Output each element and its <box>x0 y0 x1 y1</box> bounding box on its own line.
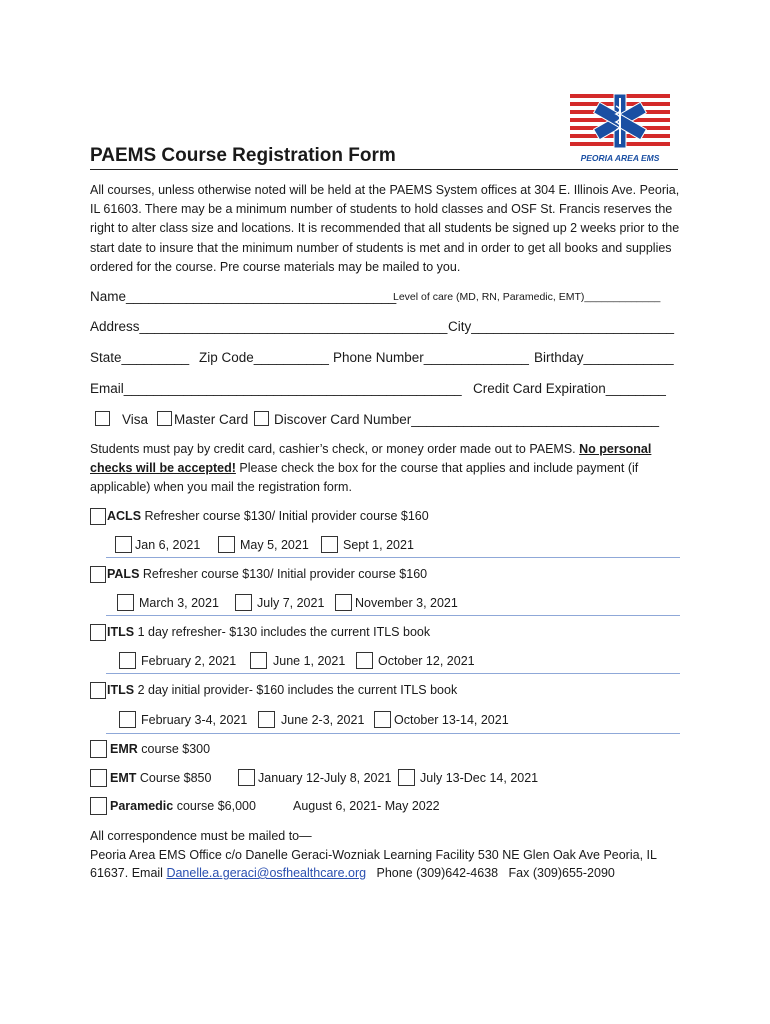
email-link[interactable]: Danelle.a.geraci@osfhealthcare.org <box>166 866 367 880</box>
acls-course: ACLS Refresher course $130/ Initial provider course $160 <box>107 509 429 523</box>
itls2-date-1-checkbox[interactable] <box>119 711 136 728</box>
itls2-date-3: October 13-14, 2021 <box>394 713 509 727</box>
acls-date-3: Sept 1, 2021 <box>343 538 414 552</box>
itls1-date-2-checkbox[interactable] <box>250 652 267 669</box>
itls2-date-2-checkbox[interactable] <box>258 711 275 728</box>
logo-text: PEORIA AREA EMS <box>580 153 660 163</box>
itls2-date-1: February 3-4, 2021 <box>141 713 248 727</box>
itls-initial-course: ITLS 2 day initial provider- $160 includes the current ITLS book <box>107 683 458 697</box>
pals-date-1: March 3, 2021 <box>139 596 219 610</box>
acls-date-2-checkbox[interactable] <box>218 536 235 553</box>
acls-checkbox[interactable] <box>90 508 106 525</box>
emt-course: EMT Course $850 <box>110 771 212 785</box>
itls2-date-2: June 2-3, 2021 <box>281 713 365 727</box>
footer-line-3: 61637. Email Danelle.a.geraci@osfhealthcare.org Phone (309)642-4638 Fax (309)655-2090 <box>90 866 615 880</box>
acls-date-1: Jan 6, 2021 <box>135 538 201 552</box>
itls1-date-1: February 2, 2021 <box>141 654 237 668</box>
itls-initial-checkbox[interactable] <box>90 682 106 699</box>
name-field[interactable]: Name____________________________________ <box>90 289 397 304</box>
pals-date-2: July 7, 2021 <box>257 596 325 610</box>
visa-label: Visa <box>122 412 149 427</box>
pals-date-3-checkbox[interactable] <box>335 594 352 611</box>
divider <box>106 557 680 558</box>
state-field[interactable]: State_________ <box>90 350 190 365</box>
paramedic-checkbox[interactable] <box>90 797 107 815</box>
city-field[interactable]: City___________________________ <box>448 319 674 334</box>
emr-course: EMR course $300 <box>110 742 211 756</box>
emt-date-2: July 13-Dec 14, 2021 <box>420 771 539 785</box>
discover-field[interactable]: Discover Card Number_________________________________ <box>274 412 660 427</box>
emt-date-1: January 12-July 8, 2021 <box>258 771 392 785</box>
email-field[interactable]: Email_____________________________________________ <box>90 381 462 396</box>
paramedic-course: Paramedic course $6,000 <box>110 799 256 813</box>
emt-checkbox[interactable] <box>90 769 107 787</box>
footer-line-1: All correspondence must be mailed to— <box>90 829 312 843</box>
intro-paragraph: All courses, unless otherwise noted will be held at the PAEMS System offices at 304 E. Illinois Ave. Peoria, IL 61603. There may be a minimum number of students to hold classes and OSF St. Francis reserves the right to alter class size and locations. It is recommended that all students be signed up 2 weeks prior to the start date to insure that the minimum number of students is met and in order to get all books and supplies ordered for the course. Pre course materials may be mailed to you. <box>90 183 680 274</box>
payment-text-line3: applicable) when you mail the registration form. <box>90 480 352 494</box>
pals-date-2-checkbox[interactable] <box>235 594 252 611</box>
footer-line-2: Peoria Area EMS Office c/o Danelle Geraci-Wozniak Learning Facility 530 NE Glen Oak Ave Peoria, IL <box>90 848 657 862</box>
payment-text-line2: checks will be accepted! Please check the box for the course that applies and include payment (if <box>90 461 639 475</box>
itls1-date-1-checkbox[interactable] <box>119 652 136 669</box>
pals-date-3: November 3, 2021 <box>355 596 458 610</box>
acls-date-1-checkbox[interactable] <box>115 536 132 553</box>
fax-number: Fax (309)655-2090 <box>508 866 615 880</box>
itls-refresher-checkbox[interactable] <box>90 624 106 641</box>
emr-checkbox[interactable] <box>90 740 107 758</box>
payment-text-line1: Students must pay by credit card, cashier’s check, or money order made out to PAEMS. No personal <box>90 442 652 456</box>
emt-date-2-checkbox[interactable] <box>398 769 415 786</box>
checks-not-accepted: checks will be accepted! <box>90 461 236 475</box>
page-title: PAEMS Course Registration Form <box>90 145 678 170</box>
emt-date-1-checkbox[interactable] <box>238 769 255 786</box>
acls-date-2: May 5, 2021 <box>240 538 309 552</box>
mastercard-checkbox[interactable] <box>157 411 172 426</box>
divider <box>106 673 680 674</box>
address-field[interactable]: Address_________________________________________ <box>90 319 448 334</box>
zip-field[interactable]: Zip Code__________ <box>199 350 329 365</box>
pals-date-1-checkbox[interactable] <box>117 594 134 611</box>
itls1-date-2: June 1, 2021 <box>273 654 346 668</box>
pals-course: PALS Refresher course $130/ Initial provider course $160 <box>107 567 428 581</box>
discover-checkbox[interactable] <box>254 411 269 426</box>
phone-number: Phone (309)642-4638 <box>376 866 499 880</box>
divider <box>106 615 680 616</box>
divider <box>106 733 680 734</box>
itls-refresher-course: ITLS 1 day refresher- $130 includes the current ITLS book <box>107 625 431 639</box>
acls-date-3-checkbox[interactable] <box>321 536 338 553</box>
paramedic-date: August 6, 2021- May 2022 <box>293 799 440 813</box>
phone-field[interactable]: Phone Number______________ <box>333 350 529 365</box>
no-personal-checks: No personal <box>579 442 652 456</box>
cc-expiration-field[interactable]: Credit Card Expiration________ <box>473 381 666 396</box>
visa-checkbox[interactable] <box>95 411 110 426</box>
pals-checkbox[interactable] <box>90 566 106 583</box>
mastercard-label: Master Card <box>174 412 249 427</box>
itls1-date-3: October 12, 2021 <box>378 654 475 668</box>
itls2-date-3-checkbox[interactable] <box>374 711 391 728</box>
birthday-field[interactable]: Birthday____________ <box>534 350 674 365</box>
itls1-date-3-checkbox[interactable] <box>356 652 373 669</box>
level-of-care-field[interactable]: Level of care (MD, RN, Paramedic, EMT)_____________ <box>393 291 661 303</box>
